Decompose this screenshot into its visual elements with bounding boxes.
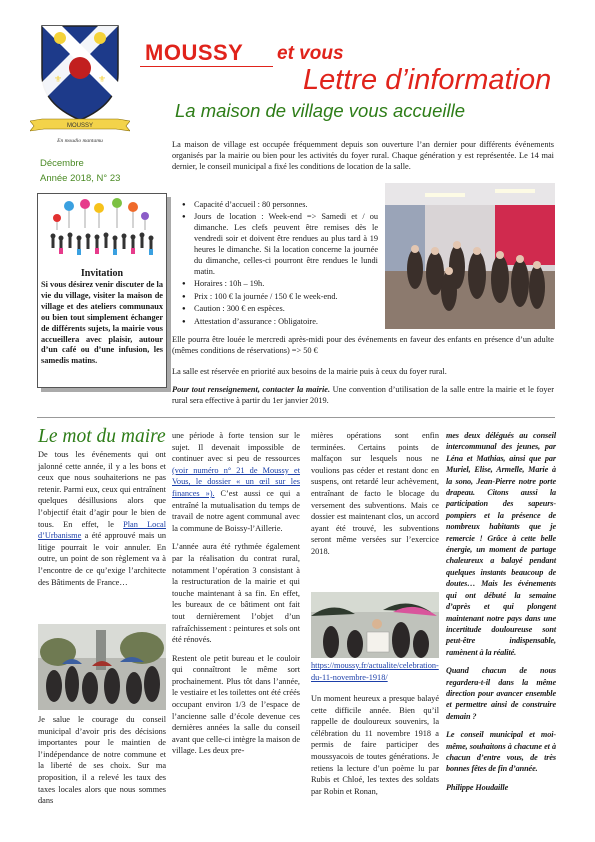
list-item: ● Horaires : 10h – 19h. [182,279,378,290]
crest-ribbon-text: MOUSSY [66,123,94,129]
list-item: ● Capacité d’accueil : 80 personnes. [182,200,378,211]
issue-number: Année 2018, N° 23 [40,173,121,184]
priority-paragraph: La salle est réservée en priorité aux besoins de la mairie puis à ceux du foyer rural. [172,367,447,376]
contact-lead: Pour tout renseignement, contacter la mairie. [172,385,331,394]
list-item: ● Jours de location : Week-end => Samedi et / ou dimanche. Les clefs peuvent être remises dès le vendredi soir et doivent être rendues au plus tard à 19 heures le dimanche. Si la location concerne la journée du dimanche, celles-ci pourront être rendues le lundi matin. [182,212,378,277]
headline: La maison de village vous accueille [175,100,466,121]
poem-reading-photo [311,592,439,658]
text-run: C’est aussi ce qui a entraîné la mutualisation du temps de travail de notre agent communal avec la commune de Boissy-l’Aillerie. [172,488,300,533]
section-divider [37,417,555,418]
crest-motto: En moudio mantamu [57,138,103,144]
text-run: Le conseil municipal et moi-même, souhaitons à chacune et à chacun d’entre vous, de très bonnes fêtes de fin d’année. [446,730,556,774]
list-item: ● Attestation d’assurance : Obligatoire. [182,317,378,328]
text-run: a été approuvé mais un litige pourrait le voir annuler. En outre, un point de son règlement va à l’encontre de ce qu’exige l’architecte des Bâtiments de France… [38,531,166,587]
village-hall-photo [385,183,555,329]
plu-link[interactable]: Plan Local d’Urbanisme [38,519,167,541]
intro-paragraph: La maison de village est occupée fréquemment depuis son ouverture l’an dernier pour différents événements organisés par la mairie ou bien pour les activités du foyer rural. Chaque génération y est représentée. Le 14 mai dernier, le conseil municipal a fixé les conditions de location de la salle. [172,140,554,172]
contact-rest: Une convention d’utilisation de la salle entre la mairie et le foyer rural sera effective à partir du 1er janvier 2019. [172,385,554,406]
village-crest [38,22,122,122]
mayor-text-col4 [446,430,556,793]
issue-month: Décembre [40,158,84,169]
mayor-word-title: Le mot du maire [38,426,166,447]
brand-suffix: et vous [277,43,344,64]
rental-conditions-list [182,200,378,329]
list-item: ● Prix : 100 € la journée / 150 € le week-end. [182,292,378,303]
svg-text:⚜: ⚜ [54,75,63,85]
finance-dossier-link[interactable]: (voir numéro n° 21 de Moussy et Vous, le dossier « un œil sur les finances »). [172,465,300,498]
ceremony-article-link[interactable]: https://moussy.fr/actualite/celebration-du-11-novembre-1918/ [311,661,439,682]
mayor-text-col3-top: mières opérations sont enfin terminées. Certains points de malfaçon sur lesquels nous ne voulions pas céder et restant donc en suspens, ont retardé leur achèvement, entraînant de facto le blocage du versement des subventions. Mais ce dossier est maintenant clos, un accord ayant été trouvé, les subventions seront même versées sur l’exercice 2018. [311,431,439,556]
mayor-text-col1-top [38,449,166,588]
brand-title: MOUSSY [145,40,244,65]
text-run: L’année aura été rythmée également par la réalisation du contrat rural, notamment l’opération 3 consistant à la restructuration de la mairie et qui touche maintenant à sa fin. En effet, les bureaux de ce bâtiment ont fait tout dernièrement l’objet d’un rafraîchissement : peintures et sols ont été rénovés. [172,542,300,645]
mayor-text-col1-bottom: Je salue le courage du conseil municipal d’avoir pris des décisions importantes pour le maintien de l’indépendance de notre commune et la liberté de ses choix. Sur ma proposition, il a relevé les taux des taxes locales alors que nous sommes dans [38,715,166,806]
mayor-signature: Philippe Houdaille [446,782,509,792]
wednesday-rental-paragraph: Elle pourra être louée le mercredi après-midi pour des événements en faveur des enfants en présence d’un adulte (mêmes conditions de réservations) => 50 € [172,335,554,356]
ceremony-photo [38,624,166,710]
text-run: Restent ole petit bureau et le couloir qui connaîtront le même sort prochainement. Plus tôt dans l’année, le vestiaire et les toilettes ont été créés occupant environ 1/3 de l’espace de l’ancienne salle d’école devenue ces dernières années la salle du conseil avant que celle-ci intègre la maison de village. Les deux pre- [172,653,300,756]
community-people-illustration [39,196,165,262]
list-item: ● Caution : 300 € en espèces. [182,304,378,315]
svg-text:⚜: ⚜ [98,75,107,85]
invitation-title: Invitation [80,268,124,279]
newsletter-title: Lettre d’information [303,64,552,96]
mayor-text-col2 [172,430,300,757]
invitation-text: Si vous désirez venir discuter de la vie du village, visiter la maison de village et des ateliers communaux ou bien tout simplement échanger de différents sujets, la mairie vous accueillera avec plaisir, autour d’un café ou d’une infusion, les samedis matins. [41,280,163,366]
invitation-box [37,193,167,388]
text-run: De tous les événements qui ont jalonné cette année, il y a les bons et ceux que nous souhaiterions ne pas retenir. Parmi eux, ceux qui entraînent quelques désillusions alors que l’objectif était d’agir pour le bien de tous. En effet, le [38,450,166,529]
brand-underline [140,66,273,67]
crest-ribbon [30,118,130,132]
text-run: mes deux délégués au conseil intercommunal des jeunes, par Léna et Mathias, ainsi que par Muriel, Elise, Armelle, Marie à la sono, Jean-Pierre notre porte drapeau. Citons aussi la participation des sapeurs-pompiers et la présence de nombreux habitants que je remercie ! Grâce à cette belle énergie, un moment de partage chaleureux a balayé pendant quelques instants beaucoup de doutes… Mais les événements qui ont débuté la semaine d’après et qui plongent maintenant notre pays dans une incertitude douloureuse sont peut-être indispensable, ramènent à la réalité. [446,431,556,657]
contact-paragraph [172,384,554,406]
text-run: une période à forte tension sur le sujet. Il devenait impossible de continuer avec si peu de ressources [172,431,300,464]
text-run: Quand chacun de nous regardera-t-il dans la même direction pour avancer ensemble et permettre ainsi de construire demain ? [446,666,556,721]
mayor-text-col3-bottom: Un moment heureux a presque balayé cette difficile année. Bien qu’il rappelle de douloureux souvenirs, la célébration du 11 novembre 1918 a permis de faire participer des moussyacois de toutes générations. Je retiens la lecture d’un poème lu par Rubis et Chloé, les textes des soldats par Robin et Ronan, [311,694,439,796]
